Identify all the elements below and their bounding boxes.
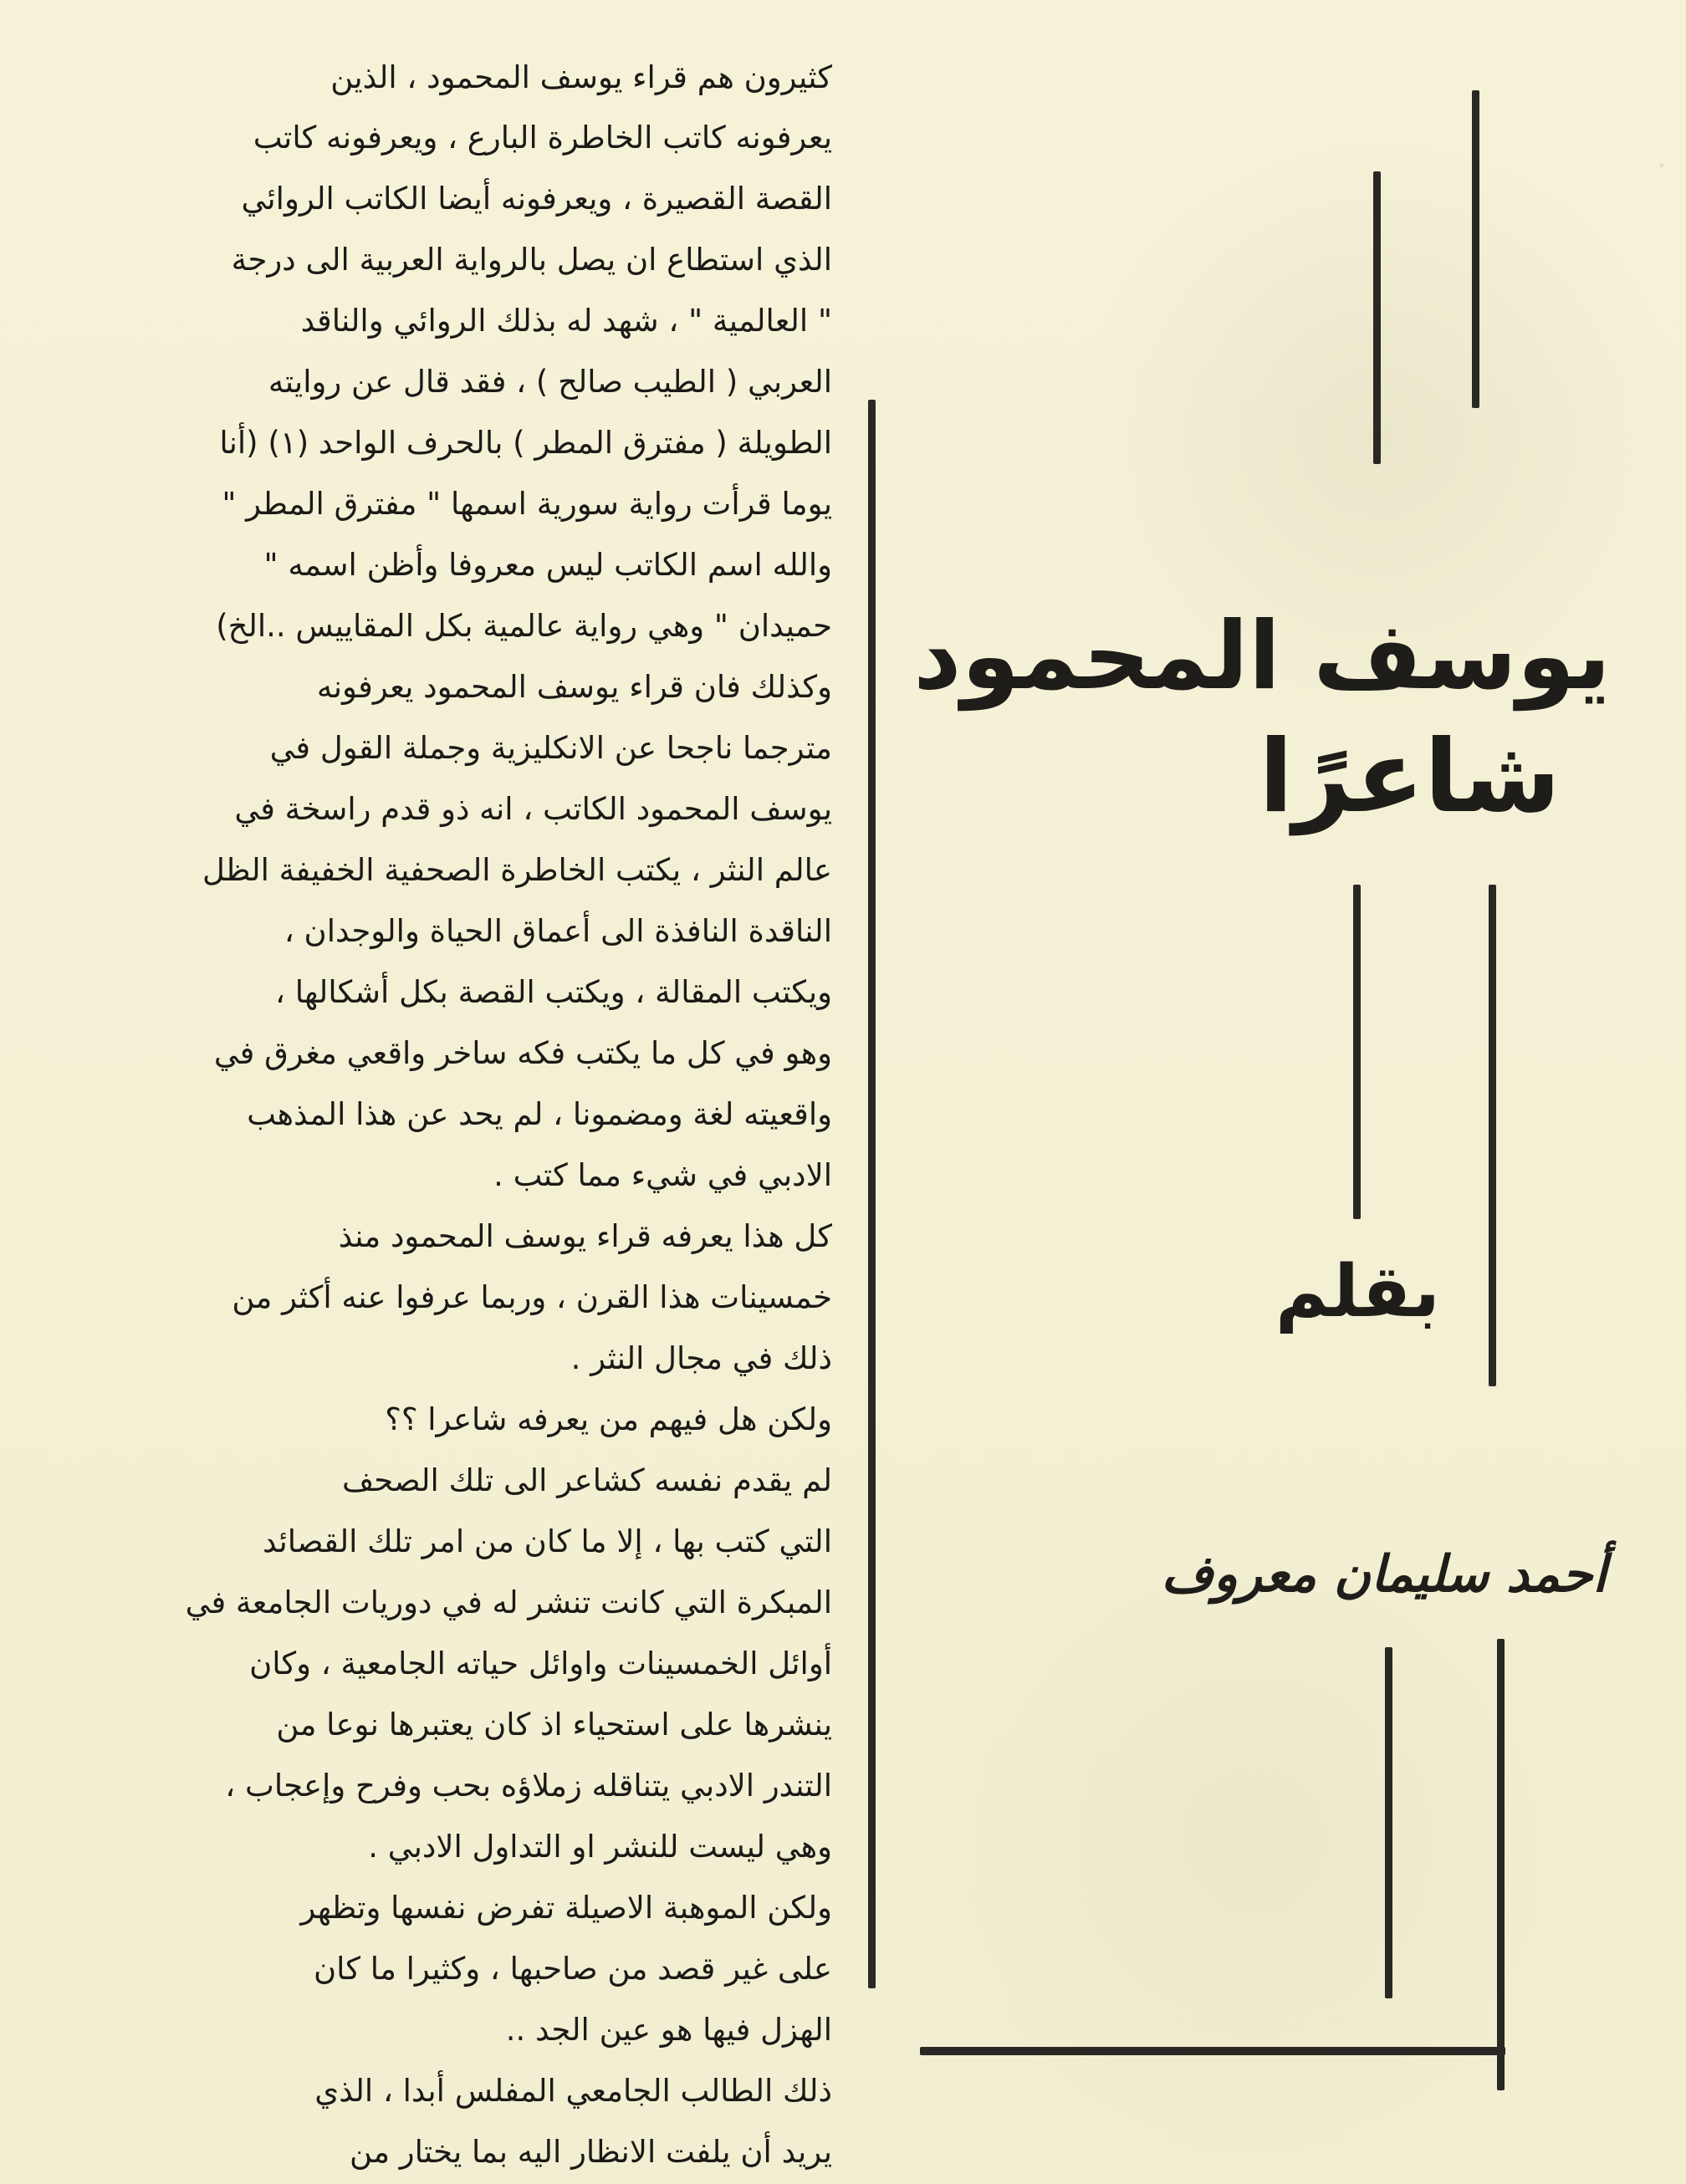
article-line: يوما قرأت رواية سورية اسمها " مفترق المطر " bbox=[222, 486, 832, 522]
byline-label: بقلم bbox=[1275, 1250, 1440, 1334]
rule-bottom-horizontal bbox=[920, 2047, 1505, 2055]
rule-top-left bbox=[1373, 171, 1381, 464]
article-line: الناقدة النافذة الى أعماق الحياة والوجدان ، bbox=[284, 913, 832, 949]
article-line: والله اسم الكاتب ليس معروفا وأظن اسمه " bbox=[263, 547, 832, 583]
article-line: كثيرون هم قراء يوسف المحمود ، الذين bbox=[330, 59, 832, 95]
article-line: التندر الادبي يتناقله زملاؤه بحب وفرح وإعجاب ، bbox=[225, 1768, 832, 1804]
article-line: العربي ( الطيب صالح ) ، فقد قال عن روايته bbox=[268, 364, 832, 400]
article-title-line1: يوسف المحمود bbox=[913, 602, 1611, 711]
article-line: الذي استطاع ان يصل بالرواية العربية الى درجة bbox=[231, 242, 832, 278]
rule-middle-left bbox=[1353, 885, 1361, 1219]
article-line: مترجما ناجحا عن الانكليزية وجملة القول في bbox=[269, 730, 832, 766]
rule-bottom-right bbox=[1497, 1639, 1505, 2090]
article-line: يعرفونه كاتب الخاطرة البارع ، ويعرفونه كاتب bbox=[253, 120, 832, 156]
article-line: ولكن الموهبة الاصيلة تفرض نفسها وتظهر bbox=[300, 1890, 832, 1926]
article-line: ذلك في مجال النثر . bbox=[570, 1340, 832, 1376]
article-line: التي كتب بها ، إلا ما كان من امر تلك القصائد bbox=[263, 1523, 832, 1559]
article-line: ذلك الطالب الجامعي المفلس أبدا ، الذي bbox=[314, 2073, 832, 2109]
article-line: كل هذا يعرفه قراء يوسف المحمود منذ bbox=[338, 1218, 832, 1254]
article-body bbox=[67, 57, 832, 2184]
article-line: لم يقدم نفسه كشاعر الى تلك الصحف bbox=[341, 1462, 832, 1498]
title-panel bbox=[853, 0, 1686, 2184]
article-line: واقعيته لغة ومضمونا ، لم يحد عن هذا المذهب bbox=[247, 1096, 832, 1132]
article-line: وهي ليست للنشر او التداول الادبي . bbox=[368, 1829, 832, 1865]
article-line: الطويلة ( مفترق المطر ) بالحرف الواحد (١) (أنا bbox=[219, 425, 832, 461]
article-line: يريد أن يلفت الانظار اليه بما يختار من bbox=[350, 2134, 832, 2170]
rule-bottom-left bbox=[1385, 1647, 1392, 1998]
article-line: خمسينات هذا القرن ، وربما عرفوا عنه أكثر من bbox=[232, 1279, 832, 1315]
article-line: " العالمية " ، شهد له بذلك الروائي والناقد bbox=[300, 303, 832, 339]
article-line: ولكن هل فيهم من يعرفه شاعرا ؟؟ bbox=[385, 1401, 832, 1437]
author-name: أحمد سليمان معروف bbox=[1161, 1545, 1607, 1604]
article-title-line2: شاعرًا bbox=[1259, 719, 1561, 835]
article-line: ويكتب المقالة ، ويكتب القصة بكل أشكالها ، bbox=[275, 974, 832, 1010]
article-line: وهو في كل ما يكتب فكه ساخر واقعي مغرق في bbox=[213, 1035, 832, 1071]
article-line: وكذلك فان قراء يوسف المحمود يعرفونه bbox=[316, 669, 832, 705]
article-line: الهزل فيها هو عين الجد .. bbox=[505, 2012, 832, 2048]
article-line: الادبي في شيء مما كتب . bbox=[493, 1157, 832, 1193]
article-line: أوائل الخمسينات واوائل حياته الجامعية ، وكان bbox=[249, 1646, 832, 1681]
article-line: القصة القصيرة ، ويعرفونه أيضا الكاتب الروائي bbox=[241, 181, 832, 217]
article-line: على غير قصد من صاحبها ، وكثيرا ما كان bbox=[313, 1951, 832, 1987]
rule-top-right bbox=[1472, 90, 1479, 408]
article-line: عالم النثر ، يكتب الخاطرة الصحفية الخفيفة الظل bbox=[202, 852, 832, 888]
article-line: حميدان " وهي رواية عالمية بكل المقاييس ..الخ) bbox=[216, 608, 832, 644]
rule-middle-right bbox=[1489, 885, 1496, 1386]
article-line: ينشرها على استحياء اذ كان يعتبرها نوعا من bbox=[276, 1707, 832, 1743]
article-line: يوسف المحمود الكاتب ، انه ذو قدم راسخة في bbox=[234, 791, 832, 827]
bleed-through-texture: . bbox=[1657, 142, 1666, 174]
article-line: المبكرة التي كانت تنشر له في دوريات الجامعة في bbox=[185, 1584, 832, 1620]
